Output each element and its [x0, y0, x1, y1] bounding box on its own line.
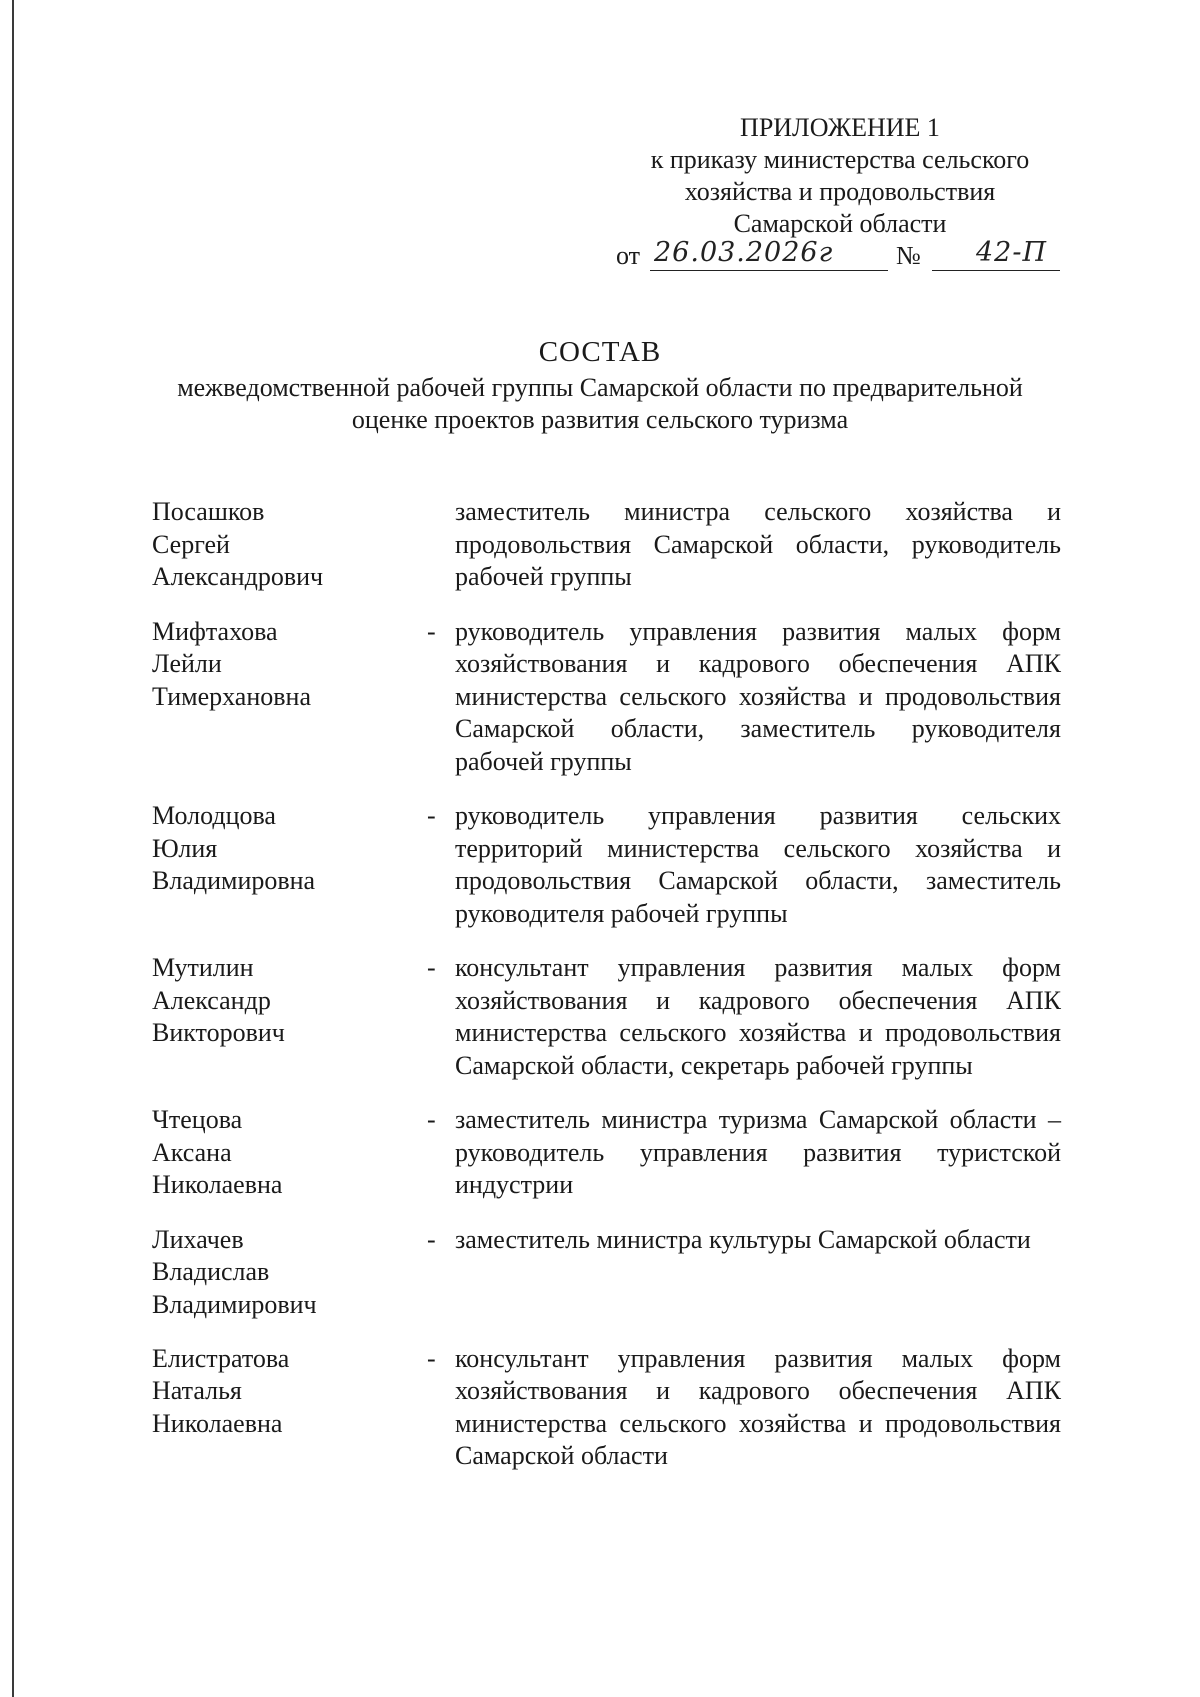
member-surname: Посашков [152, 497, 265, 526]
member-role: заместитель министра сельского хозяйства и продовольствия Самарской области, руководитель рабочей группы [455, 497, 1061, 591]
appendix-line: к приказу министерства сельского [650, 145, 1030, 174]
member-dash: - [427, 801, 436, 830]
member-role: заместитель министра культуры Самарской области [455, 1224, 1031, 1254]
member-surname: Мутилин [152, 953, 254, 982]
member-patronymic: Владимирович [152, 1289, 317, 1319]
member-patronymic: Тимерхановна [152, 681, 311, 711]
member-surname: Чтецова [152, 1105, 243, 1134]
member-dash: - [427, 953, 436, 982]
member-name [152, 496, 412, 594]
member-patronymic: Николаевна [152, 1408, 283, 1438]
member-name [152, 1224, 412, 1322]
document-subtitle: межведомственной рабочей группы Самарской области по предварительной оценке проектов развития сельского туризма [177, 373, 1023, 434]
member-name [152, 800, 412, 898]
member-surname: Лихачев [152, 1224, 244, 1254]
member-dash: - [427, 1224, 436, 1254]
number-prefix: № [896, 241, 921, 270]
member-role: руководитель управления развития сельских территорий министерства сельского хозяйства и продовольствия Самарской области, заместитель руководителя рабочей группы [455, 801, 1061, 928]
date-prefix: от [616, 241, 641, 270]
handwritten-number: 42-П [976, 237, 1048, 268]
member-first-name: Сергей [152, 529, 230, 559]
appendix-line: хозяйства и продовольствия [684, 177, 996, 206]
order-date-number-line [560, 237, 1120, 274]
member-first-name: Владислав [152, 1257, 270, 1286]
member-dash: - [427, 1343, 436, 1373]
member-surname: Мифтахова [152, 616, 278, 646]
member-role: консультант управления развития малых форм хозяйствования и кадрового обеспечения АПК министерства сельского хозяйства и продовольствия Самарской области, секретарь рабочей группы [455, 953, 1061, 1080]
member-role: руководитель управления развития малых форм хозяйствования и кадрового обеспечения АПК министерства сельского хозяйства и продовольствия Самарской области, заместитель руководителя рабочей группы [455, 616, 1061, 776]
appendix-line: Самарской области [733, 209, 947, 238]
member-role: заместитель министра туризма Самарской области – руководитель управления развития туристской индустрии [455, 1105, 1061, 1199]
member-name [152, 1343, 412, 1441]
member-row [0, 496, 1200, 594]
member-name [152, 1104, 412, 1202]
member-patronymic: Николаевна [152, 1170, 283, 1199]
member-name [152, 952, 412, 1050]
member-first-name: Юлия [152, 833, 218, 863]
date-underline [650, 270, 888, 271]
member-first-name: Наталья [152, 1376, 242, 1405]
member-role: консультант управления развития малых форм хозяйствования и кадрового обеспечения АПК министерства сельского хозяйства и продовольствия Самарской области [455, 1343, 1061, 1470]
member-dash: - [427, 616, 436, 646]
member-row [0, 800, 1200, 930]
handwritten-date: 26.03.2026г [654, 237, 834, 268]
member-patronymic: Викторович [152, 1018, 285, 1047]
appendix-title: ПРИЛОЖЕНИЕ 1 [740, 113, 940, 142]
member-first-name: Аксана [152, 1137, 232, 1167]
member-first-name: Александр [152, 985, 271, 1015]
member-patronymic: Александрович [152, 562, 324, 591]
member-row [0, 952, 1200, 1082]
member-row [0, 616, 1200, 779]
appendix-header [560, 112, 1120, 274]
number-underline [932, 270, 1060, 271]
member-first-name: Лейли [152, 649, 222, 678]
member-row [0, 1224, 1200, 1321]
member-name [152, 616, 412, 714]
member-dash: - [427, 1105, 436, 1134]
member-patronymic: Владимировна [152, 866, 316, 895]
member-surname: Елистратова [152, 1343, 290, 1373]
member-surname: Молодцова [152, 801, 276, 830]
members-list [0, 496, 1200, 1495]
document-title: СОСТАВ [538, 336, 662, 368]
member-row [0, 1104, 1200, 1202]
member-row [0, 1343, 1200, 1473]
